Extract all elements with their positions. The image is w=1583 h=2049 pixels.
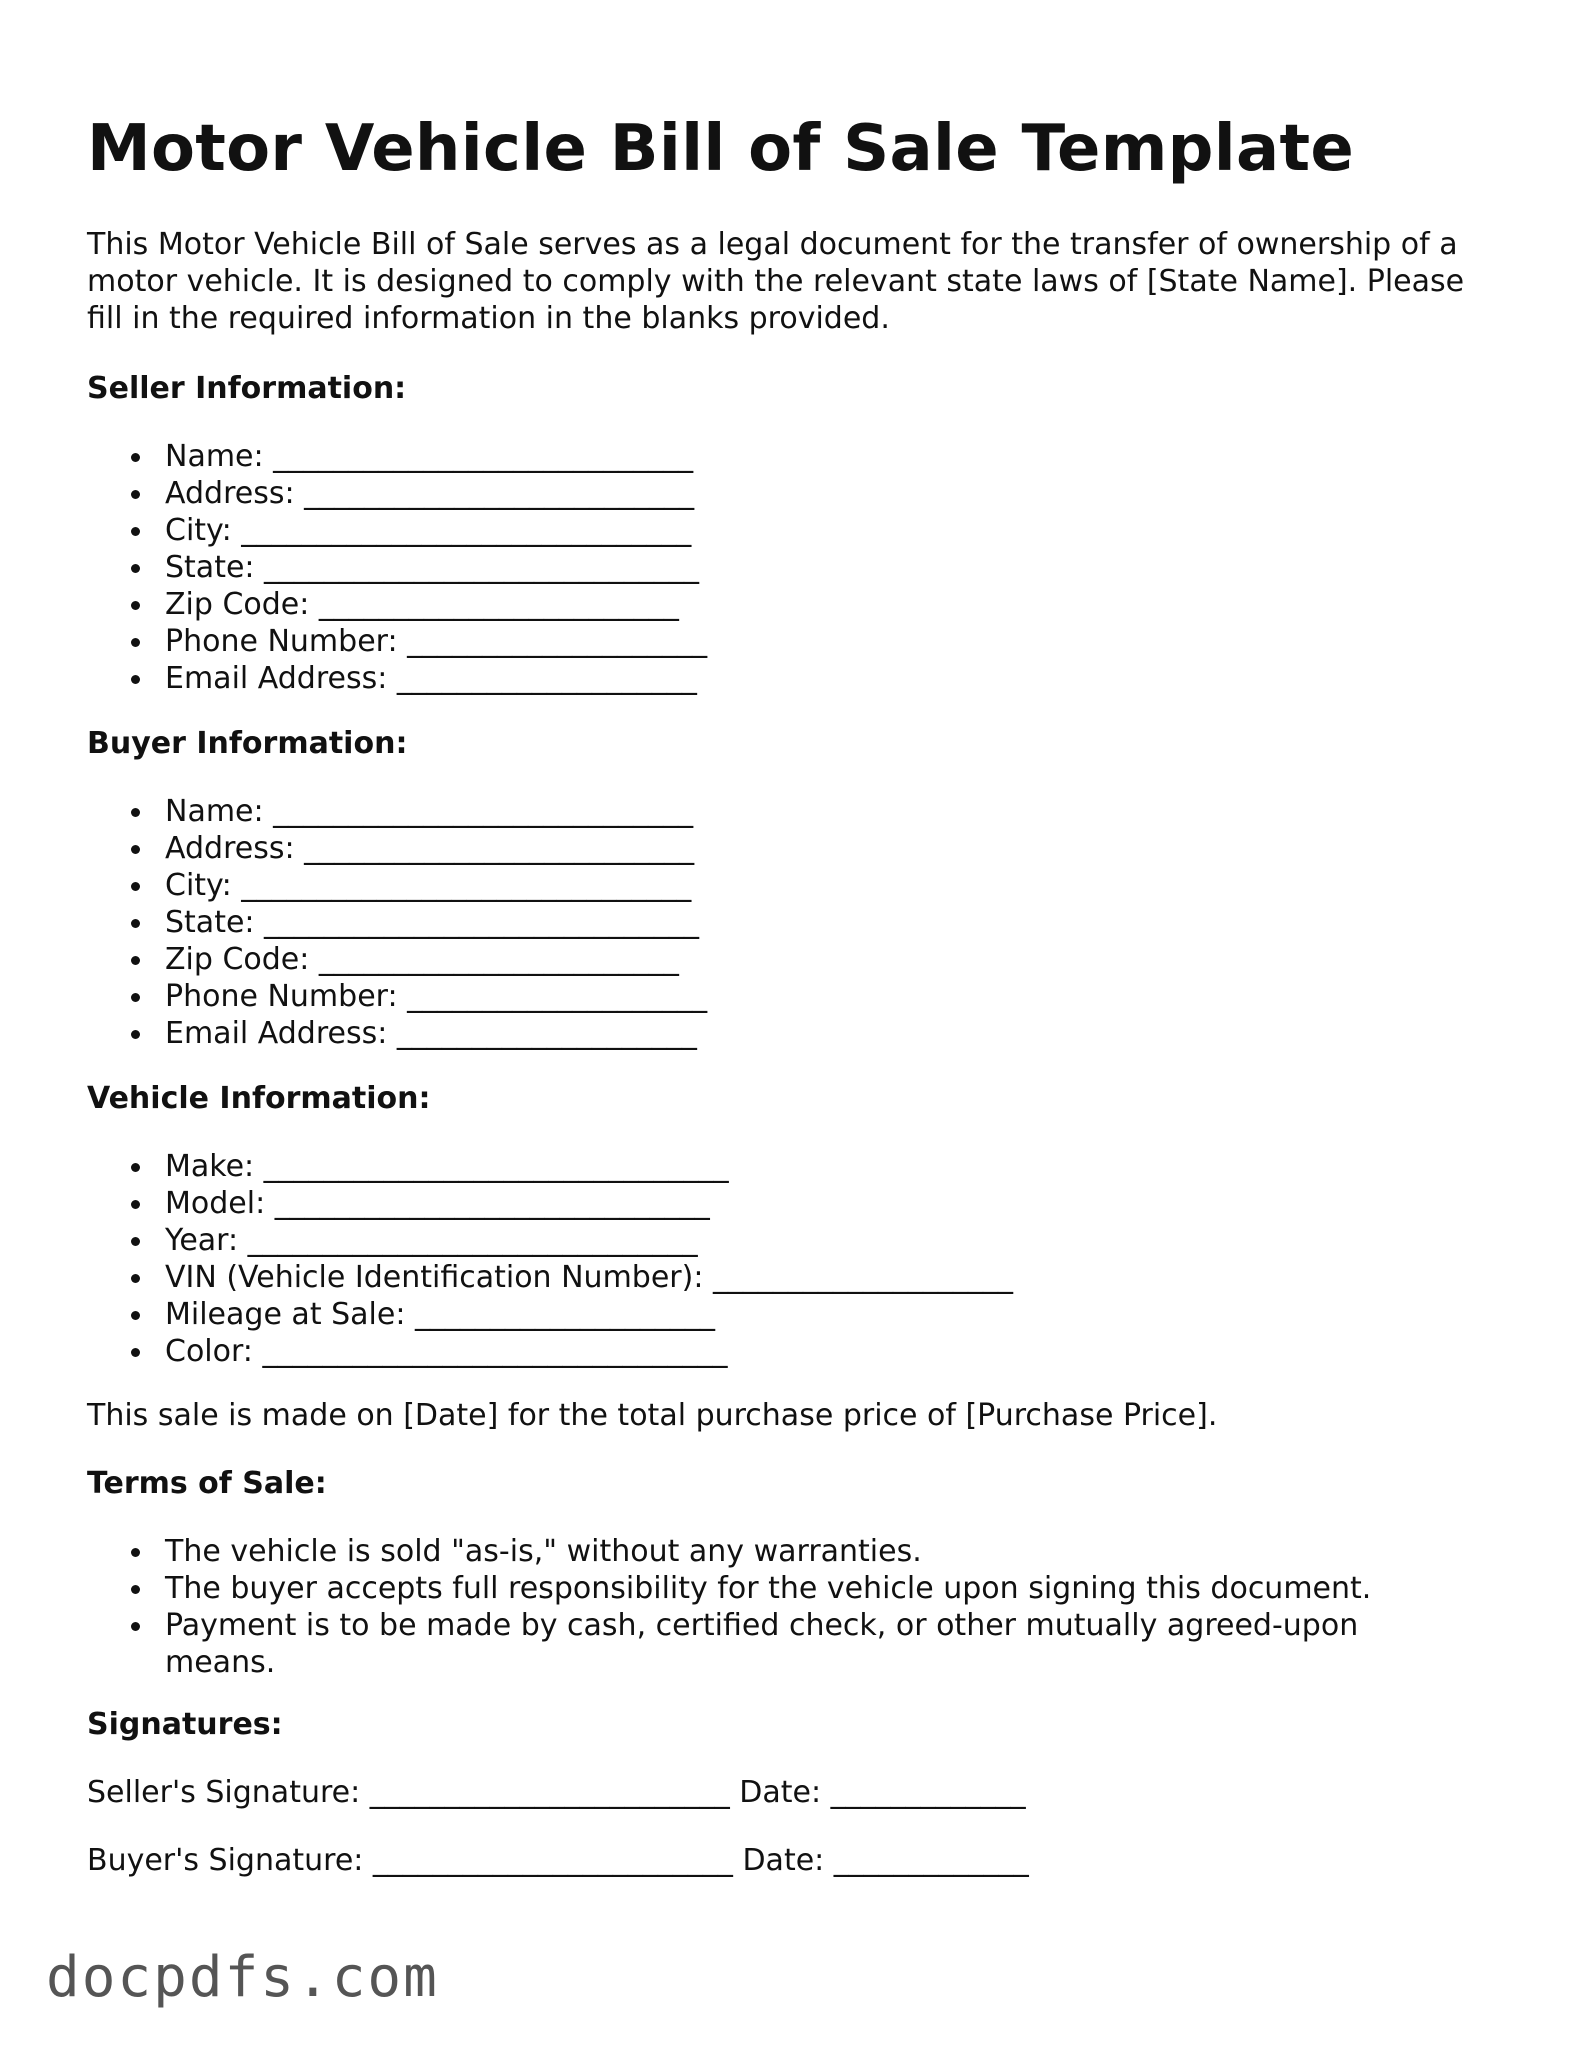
bullet-icon: [131, 1237, 140, 1246]
bullet-icon: [131, 1311, 140, 1320]
bullet-icon: [131, 675, 140, 684]
seller-signature-line: Seller's Signature: ________________________ Date: _____________: [87, 1775, 1026, 1810]
list-item: [87, 1333, 1013, 1370]
vehicle-color-field: Color: _______________________________: [165, 1334, 728, 1369]
seller-email-field: Email Address: ____________________: [165, 661, 697, 696]
buyer-zip-field: Zip Code: ________________________: [165, 942, 679, 977]
vehicle-mileage-field: Mileage at Sale: ____________________: [165, 1297, 715, 1332]
bullet-icon: [131, 527, 140, 536]
terms-heading: Terms of Sale:: [87, 1466, 327, 1501]
term-responsibility: The buyer accepts full responsibility for the vehicle upon signing this document.: [165, 1571, 1372, 1606]
buyer-state-field: State: _____________________________: [165, 905, 700, 940]
list-item: [87, 1607, 1487, 1681]
bullet-icon: [131, 1348, 140, 1357]
buyer-name-field: Name: ____________________________: [165, 794, 694, 829]
page-title: Motor Vehicle Bill of Sale Template: [87, 112, 1355, 186]
list-item: [87, 586, 707, 623]
list-item: [87, 793, 707, 830]
bullet-icon: [131, 1200, 140, 1209]
seller-info-list: [87, 438, 707, 697]
terms-list: [87, 1533, 1487, 1681]
list-item: [87, 475, 707, 512]
list-item: [87, 438, 707, 475]
bullet-icon: [131, 1030, 140, 1039]
bullet-icon: [131, 1274, 140, 1283]
bullet-icon: [131, 638, 140, 647]
bullet-icon: [131, 601, 140, 610]
vehicle-info-list: [87, 1148, 1013, 1370]
vehicle-vin-field: VIN (Vehicle Identification Number): ____________________: [165, 1260, 1013, 1295]
buyer-info-heading: Buyer Information:: [87, 726, 408, 761]
bullet-icon: [131, 956, 140, 965]
bullet-icon: [131, 882, 140, 891]
buyer-address-field: Address: __________________________: [165, 831, 695, 866]
list-item: [87, 660, 707, 697]
seller-address-field: Address: __________________________: [165, 476, 695, 511]
list-item: [87, 1296, 1013, 1333]
intro-paragraph: This Motor Vehicle Bill of Sale serves as a legal document for the transfer of ownership of a motor vehicle. It is designed to comply with the relevant state laws of [State Name]. Please fill in the required information in the blanks provided.: [87, 227, 1465, 336]
list-item: [87, 549, 707, 586]
bullet-icon: [131, 919, 140, 928]
seller-name-field: Name: ____________________________: [165, 439, 694, 474]
term-payment: Payment is to be made by cash, certified check, or other mutually agreed-upon means.: [165, 1608, 1359, 1680]
buyer-info-list: [87, 793, 707, 1052]
bullet-icon: [131, 490, 140, 499]
seller-zip-field: Zip Code: ________________________: [165, 587, 679, 622]
buyer-phone-field: Phone Number: ____________________: [165, 979, 708, 1014]
list-item: [87, 978, 707, 1015]
list-item: [87, 1185, 1013, 1222]
list-item: [87, 1222, 1013, 1259]
buyer-signature-line: Buyer's Signature: ________________________ Date: _____________: [87, 1843, 1029, 1878]
list-item: [87, 904, 707, 941]
list-item: [87, 941, 707, 978]
list-item: [87, 623, 707, 660]
seller-city-field: City: ______________________________: [165, 513, 692, 548]
bullet-icon: [131, 993, 140, 1002]
list-item: [87, 830, 707, 867]
list-item: [87, 512, 707, 549]
term-as-is: The vehicle is sold "as-is," without any warranties.: [165, 1534, 922, 1569]
bullet-icon: [131, 453, 140, 462]
vehicle-model-field: Model: _____________________________: [165, 1186, 710, 1221]
seller-info-heading: Seller Information:: [87, 371, 407, 406]
watermark-logo: docpdfs.com: [46, 1945, 439, 2010]
bullet-icon: [131, 564, 140, 573]
signatures-heading: Signatures:: [87, 1707, 283, 1742]
list-item: [87, 1533, 1487, 1570]
list-item: [87, 1259, 1013, 1296]
vehicle-info-heading: Vehicle Information:: [87, 1081, 431, 1116]
vehicle-year-field: Year: ______________________________: [165, 1223, 698, 1258]
buyer-email-field: Email Address: ____________________: [165, 1016, 697, 1051]
bullet-icon: [131, 1163, 140, 1172]
bullet-icon: [131, 1585, 140, 1594]
seller-state-field: State: _____________________________: [165, 550, 700, 585]
sale-statement: This sale is made on [Date] for the total purchase price of [Purchase Price].: [87, 1398, 1218, 1433]
list-item: [87, 1570, 1487, 1607]
vehicle-make-field: Make: _______________________________: [165, 1149, 729, 1184]
bullet-icon: [131, 1622, 140, 1631]
bullet-icon: [131, 845, 140, 854]
bullet-icon: [131, 808, 140, 817]
list-item: [87, 867, 707, 904]
list-item: [87, 1148, 1013, 1185]
buyer-city-field: City: ______________________________: [165, 868, 692, 903]
bullet-icon: [131, 1548, 140, 1557]
list-item: [87, 1015, 707, 1052]
seller-phone-field: Phone Number: ____________________: [165, 624, 708, 659]
